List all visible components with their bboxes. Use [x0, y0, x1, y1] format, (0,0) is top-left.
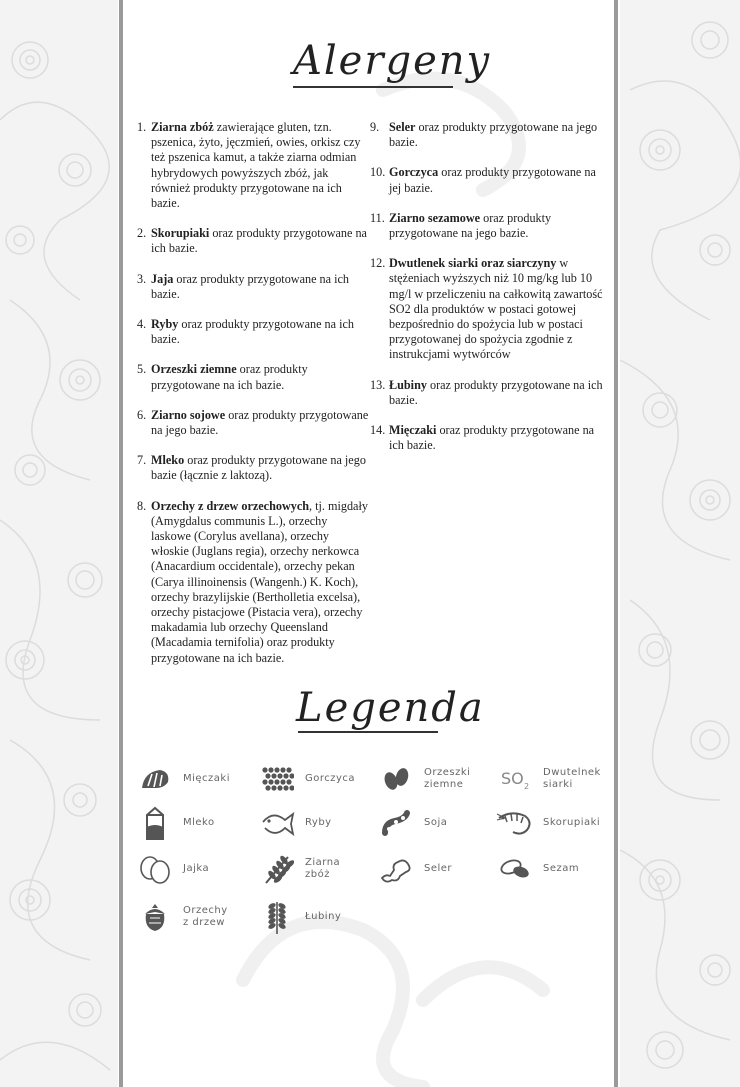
legend-item — [495, 762, 601, 796]
allergen-item — [370, 256, 608, 362]
allergen-name: Ziarno sojowe — [151, 407, 226, 422]
allergen-item — [370, 120, 608, 150]
allergen-number: 12. — [370, 256, 386, 271]
allergen-number: 5. — [137, 362, 147, 377]
legend-item — [257, 900, 341, 934]
allergen-item — [137, 226, 369, 256]
grain-icon — [257, 852, 297, 886]
legend-label: Ziarna zbóż — [305, 856, 341, 880]
legend-underline — [298, 731, 438, 733]
celery-icon — [376, 852, 416, 886]
allergen-list-right — [370, 120, 608, 468]
allergen-number: 7. — [137, 453, 147, 468]
legend-item — [135, 852, 209, 886]
allergen-name: Orzeszki ziemne — [151, 362, 237, 377]
legend-item — [135, 900, 228, 934]
allergen-number: 2. — [137, 226, 147, 241]
allergen-item — [137, 362, 369, 392]
allergen-item — [137, 120, 369, 211]
allergen-item — [370, 211, 608, 241]
lupin-icon — [257, 900, 297, 934]
allergen-number: 6. — [137, 407, 147, 422]
allergen-number: 9. — [370, 120, 380, 134]
floral-pattern-icon — [0, 0, 118, 1087]
allergen-number: 10. — [370, 165, 386, 180]
floral-pattern-icon — [620, 0, 740, 1087]
allergen-description: oraz produkty przygotowane na jego bazie (łącznie z laktozą). — [151, 453, 366, 483]
milk-carton-icon — [135, 806, 175, 840]
svg-text:SO: SO — [501, 769, 524, 788]
allergen-name: Gorczyca — [389, 165, 439, 180]
allergen-description: oraz produkty przygotowane na jego bazie. — [389, 120, 598, 150]
allergen-number: 8. — [137, 498, 147, 513]
allergen-description: oraz produkty przygotowane na ich bazie. — [389, 423, 595, 453]
legend-item — [257, 806, 332, 840]
allergen-number: 1. — [137, 120, 147, 134]
allergen-description: oraz produkty przygotowane na ich bazie. — [151, 271, 349, 301]
allergen-name: Łubiny — [389, 377, 427, 392]
allergen-number: 11. — [370, 210, 385, 225]
allergen-name: Seler — [389, 120, 416, 134]
allergen-panel — [123, 0, 614, 1087]
allergen-item — [370, 165, 608, 195]
allergen-description: oraz produkty przygotowane na ich bazie. — [151, 317, 354, 347]
allergen-item — [370, 378, 608, 408]
allergens-title: Alergeny — [293, 38, 492, 84]
legend-item — [135, 762, 230, 796]
allergen-number: 14. — [370, 423, 386, 438]
allergen-name: Jaja — [151, 271, 174, 286]
allergen-description: zawierające gluten, tzn. pszenica, żyto, jęczmień, owies, orkisz czy też pszenica kamut, a także ziarna odmian hybrydowych powyższych zbóż, jak również produkty przygotowane na ich bazie. — [151, 120, 361, 211]
right-floral-border — [620, 0, 740, 1087]
allergen-name: Ziarna zbóż — [151, 120, 214, 134]
legend-label: Ryby — [305, 816, 332, 828]
legend-label: Orzeszki ziemne — [424, 766, 471, 790]
allergen-item — [137, 499, 369, 666]
legend-label: Dwutelnek siarki — [543, 766, 601, 790]
allergen-number: 4. — [137, 317, 147, 332]
so2-icon — [495, 762, 535, 796]
allergen-name: Ryby — [151, 317, 179, 332]
legend-label: Mleko — [183, 816, 215, 828]
legend-item — [135, 806, 215, 840]
allergen-description: oraz produkty przygotowane na jego bazie. — [151, 407, 369, 438]
eggs-icon — [135, 852, 175, 886]
allergen-item — [137, 272, 369, 302]
shrimp-icon — [495, 806, 535, 840]
allergen-name: Skorupiaki — [151, 226, 210, 241]
allergen-item — [137, 453, 369, 483]
allergen-name: Mleko — [151, 453, 185, 468]
allergen-name: Ziarno sezamowe — [389, 210, 481, 225]
legend-item — [376, 806, 447, 840]
legend-label: Mięczaki — [183, 772, 231, 784]
right-border-rule — [614, 0, 618, 1087]
legend-item — [376, 762, 470, 796]
shell-icon — [135, 762, 175, 796]
legend-label: Seler — [424, 862, 453, 874]
allergen-description: , tj. migdały (Amygdalus communis L.), orzechy laskowe (Corylus avellana), orzechy włoskie (Juglans regia), orzechy nerkowca (Anacardium occidentale), orzechy pekan (Carya illinoinensis (Wangenh.) K. Koch), orzechy brazylijskie (Bertholletia excelsa), orzechy pistacjowe (Pistacia vera), orzechy makadamia lub orzechy Queensland (Macadamia ternifolia) oraz produkty przygotowane na ich bazie. — [151, 498, 368, 665]
legend-title: Legenda — [296, 685, 485, 731]
allergen-name: Orzechy z drzew orzechowych — [151, 498, 310, 513]
allergen-item — [137, 317, 369, 347]
fish-icon — [257, 806, 297, 840]
mustard-seeds-icon — [257, 762, 297, 796]
legend-label: Gorczyca — [305, 772, 356, 784]
allergen-list-left — [137, 120, 369, 681]
allergen-description: w stężeniach wyższych niż 10 mg/kg lub 10 mg/l w przeliczeniu na całkowitą zawartość SO2 dla produktów w postaci gotowej bezpośrednio do spożycia lub w postaci przygotowanej do spożycia zgodnie z instrukcjami wytwórców — [389, 256, 603, 362]
hazelnut-icon — [135, 900, 175, 934]
allergen-name: Mięczaki — [389, 423, 437, 438]
allergen-item — [370, 423, 608, 453]
legend-item — [257, 852, 340, 886]
soy-pod-icon — [376, 806, 416, 840]
allergen-description: oraz produkty przygotowane na ich bazie. — [151, 226, 367, 256]
legend-item — [495, 852, 579, 886]
legend-item — [495, 806, 600, 840]
allergen-number: 3. — [137, 271, 147, 286]
peanuts-icon — [376, 762, 416, 796]
svg-text:2: 2 — [524, 782, 530, 791]
allergen-description: oraz produkty przygotowane na ich bazie. — [151, 362, 308, 392]
legend-label: Soja — [424, 816, 448, 828]
sesame-icon — [495, 852, 535, 886]
legend-label: Sezam — [543, 862, 580, 874]
allergen-description: oraz produkty przygotowane na ich bazie. — [389, 377, 603, 407]
allergen-description: oraz produkty przygotowane na jej bazie. — [389, 165, 596, 195]
title-underline — [293, 86, 453, 88]
legend-label: Jajka — [183, 862, 210, 874]
allergen-description: oraz produkty przygotowane na jego bazie. — [389, 210, 552, 241]
allergen-name: Dwutlenek siarki oraz siarczyny — [389, 256, 557, 271]
legend-label: Łubiny — [305, 910, 342, 922]
legend-item — [376, 852, 452, 886]
legend-label: Orzechy z drzew — [183, 904, 228, 928]
left-floral-border — [0, 0, 118, 1087]
allergen-item — [137, 408, 369, 438]
legend-item — [257, 762, 355, 796]
legend-label: Skorupiaki — [543, 816, 601, 828]
allergen-number: 13. — [370, 377, 386, 392]
